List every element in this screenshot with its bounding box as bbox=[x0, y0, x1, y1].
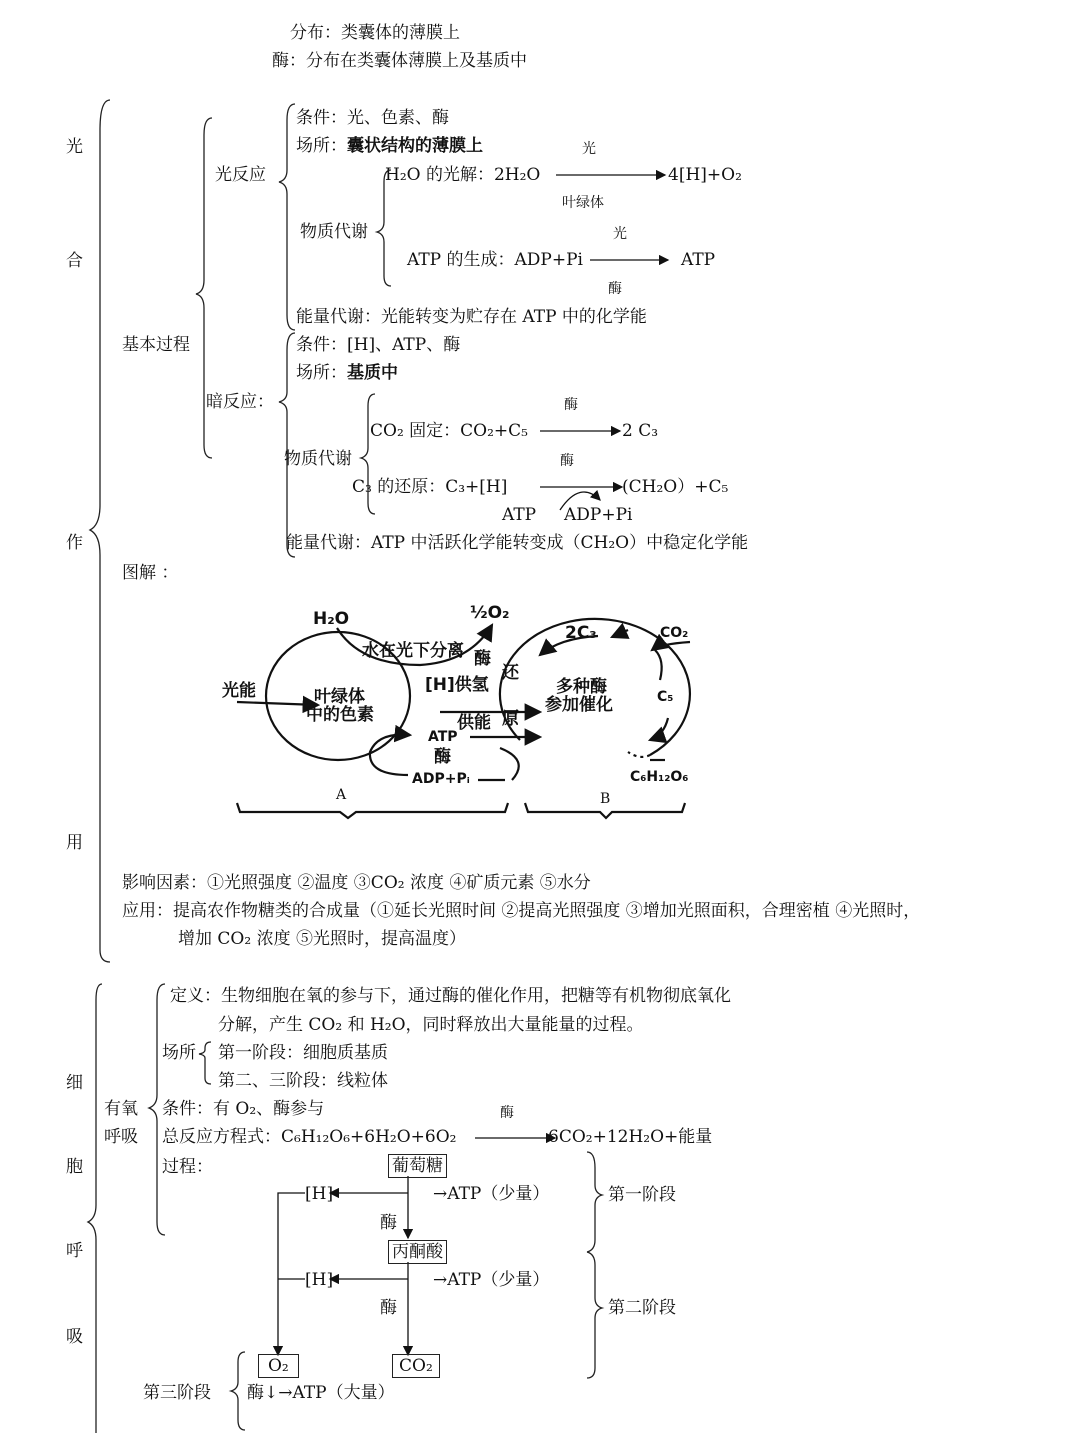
equation-enzyme: 酶 bbox=[500, 1105, 514, 1121]
reduction-above: 酶 bbox=[560, 453, 574, 469]
stage3-line: 酶↓→ATP（大量） bbox=[247, 1383, 395, 1403]
co2-box: CO₂ bbox=[392, 1354, 440, 1378]
definition-line-1: 定义：生物细胞在氧的参与下，通过酶的催化作用，把糖等有机物彻底氧化 bbox=[170, 986, 731, 1006]
place-label: 场所 bbox=[162, 1043, 196, 1063]
resp-condition: 条件：有 O₂、酶参与 bbox=[162, 1099, 325, 1119]
diagram-water-split: 水在光下分离 bbox=[362, 641, 464, 661]
diagram-o2: ½O₂ bbox=[470, 603, 510, 623]
co2-fixation-product: 2 C₃ bbox=[622, 421, 659, 441]
stage23-place: 第二、三阶段：线粒体 bbox=[218, 1071, 388, 1091]
stage2-label: 第二阶段 bbox=[608, 1298, 676, 1318]
diagram-co2: CO₂ bbox=[660, 625, 689, 641]
header-distribution: 分布：类囊体的薄膜上 bbox=[290, 23, 460, 43]
enzyme-b: 酶 bbox=[380, 1298, 397, 1318]
diagram-atp: ATP bbox=[428, 729, 458, 745]
resp-char-2: 胞 bbox=[66, 1157, 83, 1177]
reduction-atp: ATP bbox=[502, 505, 537, 525]
dark-brace bbox=[279, 333, 295, 557]
diagram-label-b: B bbox=[600, 791, 611, 807]
light-reaction-title: 光反应 bbox=[215, 165, 266, 185]
diagram-reduce-1: 还 bbox=[502, 663, 519, 683]
atp-generation-label: ATP 的生成：ADP+Pi bbox=[407, 250, 583, 270]
atp-generation-below: 酶 bbox=[608, 281, 622, 297]
diagram-reduce-2: 原 bbox=[502, 709, 519, 729]
diagram-enzyme1: 酶 bbox=[474, 649, 491, 669]
atp-small-2: →ATP（少量） bbox=[433, 1270, 550, 1290]
diagram-energy-supply: 供能 bbox=[457, 713, 491, 733]
diagram-catalysis-1: 多种酶 bbox=[556, 677, 607, 697]
diagram-caption: 图解 ： bbox=[122, 563, 179, 583]
diagram-label-a: A bbox=[336, 787, 347, 803]
photo-char-2: 合 bbox=[66, 251, 83, 271]
diagram-c5: C₅ bbox=[657, 689, 674, 705]
dark-energy-metabolism: 能量代谢：ATP 中活跃化学能转变成（CH₂O）中稳定化学能 bbox=[286, 533, 749, 553]
photolysis-above: 光 bbox=[582, 141, 596, 157]
influencing-factors: 影响因素：①光照强度 ②温度 ③CO₂ 浓度 ④矿质元素 ⑤水分 bbox=[122, 873, 591, 893]
light-energy-metabolism: 能量代谢：光能转变为贮存在 ATP 中的化学能 bbox=[296, 307, 647, 327]
stage3-label: 第三阶段 bbox=[143, 1383, 211, 1403]
application-line-2: 增加 CO₂ 浓度 ⑤光照时，提高温度） bbox=[178, 929, 466, 949]
header-enzyme: 酶：分布在类囊体薄膜上及基质中 bbox=[272, 51, 527, 71]
equation-product: 6CO₂+12H₂O+能量 bbox=[548, 1127, 713, 1147]
stage1-brace bbox=[587, 1152, 602, 1252]
aerobic-label-2: 呼吸 bbox=[104, 1127, 138, 1147]
stage1-place: 第一阶段：细胞质基质 bbox=[218, 1043, 388, 1063]
atp-small-1: →ATP（少量） bbox=[433, 1184, 550, 1204]
dark-place: 场所：基质中 bbox=[296, 363, 398, 383]
stage1-label: 第一阶段 bbox=[608, 1185, 676, 1205]
reduction-adp: ADP+Pi bbox=[564, 505, 633, 525]
light-brace bbox=[279, 104, 295, 330]
photolysis-product: 4[H]+O₂ bbox=[668, 165, 742, 185]
fix-above: 酶 bbox=[564, 397, 578, 413]
o2-box: O₂ bbox=[258, 1354, 299, 1378]
resp-char-4: 吸 bbox=[66, 1327, 83, 1347]
resp-char-1: 细 bbox=[66, 1073, 83, 1093]
diagram-h2o: H₂O bbox=[313, 609, 350, 629]
h-label-2: [H] bbox=[305, 1270, 334, 1290]
co2-fixation-label: CO₂ 固定：CO₂+C₅ bbox=[370, 421, 528, 441]
pyruvate-box: 丙酮酸 bbox=[388, 1240, 447, 1264]
dark-condition: 条件：[H]、ATP、酶 bbox=[296, 335, 461, 355]
diagram-h-supply: [H]供氢 bbox=[425, 675, 489, 695]
dark-material-label: 物质代谢 bbox=[284, 449, 352, 469]
diagram-glucose: C₆H₁₂O₆ bbox=[630, 769, 689, 785]
stage2-brace bbox=[587, 1252, 602, 1378]
photo-char-1: 光 bbox=[66, 137, 83, 157]
atp-generation-product: ATP bbox=[681, 250, 716, 270]
stage3-brace bbox=[231, 1352, 245, 1430]
dark-reaction-title: 暗反应： bbox=[206, 392, 274, 412]
resp-char-3: 呼 bbox=[66, 1241, 83, 1261]
aerobic-label-1: 有氧 bbox=[104, 1099, 138, 1119]
photo-char-4: 用 bbox=[66, 833, 83, 853]
photo-char-3: 作 bbox=[66, 533, 83, 553]
photo-brace bbox=[90, 100, 110, 962]
c3-reduction-product: (CH₂O）+C₅ bbox=[622, 477, 729, 497]
glucose-box: 葡萄糖 bbox=[388, 1154, 447, 1178]
light-condition: 条件：光、色素、酶 bbox=[296, 108, 449, 128]
diagram-catalysis-2: 参加催化 bbox=[545, 695, 613, 715]
diagram-light-energy: 光能 bbox=[222, 681, 256, 701]
enzyme-a: 酶 bbox=[380, 1213, 397, 1233]
equation-label: 总反应方程式：C₆H₁₂O₆+6H₂O+6O₂ bbox=[162, 1127, 457, 1147]
h-label-1: [H] bbox=[305, 1184, 334, 1204]
light-material-label: 物质代谢 bbox=[300, 222, 368, 242]
application-line-1: 应用：提高农作物糖类的合成量（①延长光照时间 ②提高光照强度 ③增加光照面积，合理密植 ④光照时， bbox=[122, 901, 921, 921]
diagram-c2: 2C₃ bbox=[565, 623, 597, 643]
diagram-enzyme2: 酶 bbox=[434, 747, 451, 767]
photolysis-label: H₂O 的光解：2H₂O bbox=[385, 165, 541, 185]
light-place: 场所：囊状结构的薄膜上 bbox=[296, 136, 483, 156]
diagram-pigment-1: 叶绿体 bbox=[314, 687, 365, 707]
diagram-pigment-2: 中的色素 bbox=[306, 705, 374, 725]
basic-process-label: 基本过程 bbox=[122, 335, 190, 355]
photolysis-below: 叶绿体 bbox=[562, 195, 604, 211]
definition-line-2: 分解，产生 CO₂ 和 H₂O，同时释放出大量能量的过程。 bbox=[218, 1015, 644, 1035]
atp-generation-above: 光 bbox=[613, 226, 627, 242]
place-brace bbox=[199, 1042, 211, 1084]
diagram-adp: ADP+Pᵢ bbox=[412, 771, 470, 787]
process-label: 过程： bbox=[162, 1157, 213, 1177]
resp-brace bbox=[88, 984, 102, 1433]
material-brace-light bbox=[377, 170, 391, 286]
c3-reduction-label: C₃ 的还原：C₃+[H] bbox=[352, 477, 508, 497]
